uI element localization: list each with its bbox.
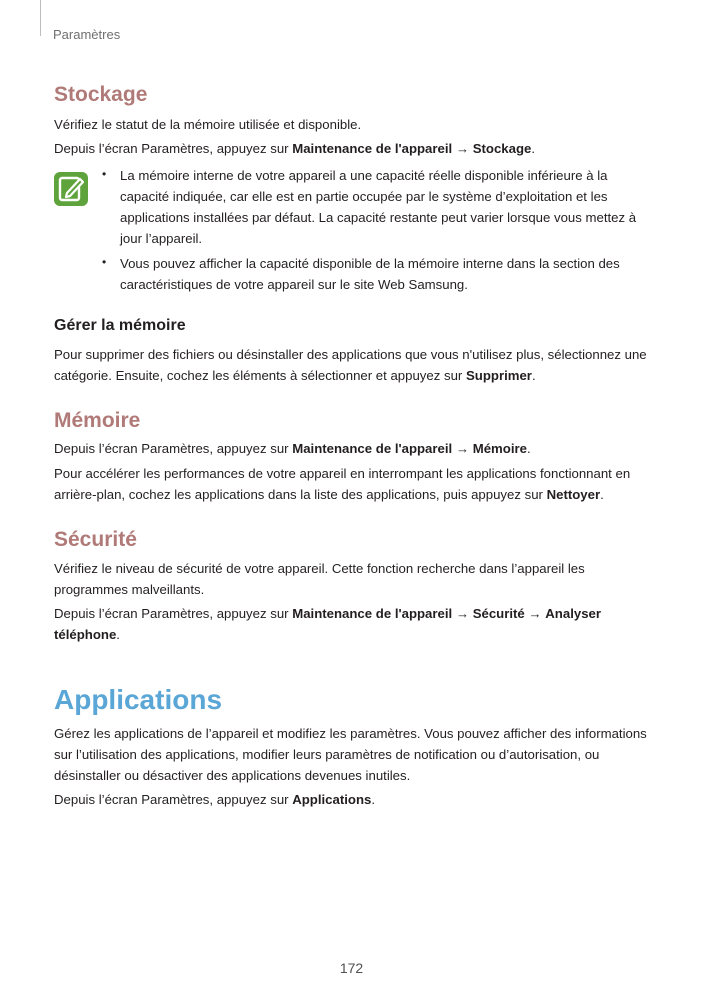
note-item: • La mémoire interne de votre appareil a une capacité réelle disponible inférieure à la capacité indiquée, car elle est en partie occupée par le système d’exploitation et les applications installées par défaut. La capacité restante peut varier lorsque vous mettez à jour l’appareil. [102, 167, 637, 246]
memoire-heading: Mémoire [54, 409, 141, 432]
note-pen-icon [54, 172, 88, 206]
securite-path: Depuis l’écran Paramètres, appuyez sur Maintenance de l'appareil → Sécurité → Analyser téléphone. [54, 606, 601, 642]
stockage-path [54, 138, 654, 159]
stockage-note [54, 165, 654, 295]
applications-heading: Applications [54, 684, 223, 715]
page-content [54, 81, 654, 810]
securite-description: Vérifiez le niveau de sécurité de votre appareil. Cette fonction recherche dans l’appareil les programmes malveillants. [54, 561, 585, 597]
corner-line [40, 0, 41, 36]
stockage-description: Vérifiez le statut de la mémoire utilisée et disponible. [54, 117, 362, 132]
gerer-text: Pour supprimer des fichiers ou désinstaller des applications que vous n'utilisez plus, sélectionnez une catégorie. Ensuite, cochez les éléments à sélectionner et appuyez sur Supprimer. [54, 347, 647, 383]
note-item: • Vous pouvez afficher la capacité disponible de la mémoire interne dans la section des caractéristiques de votre appareil sur le site Web Samsung. [102, 255, 620, 292]
securite-heading: Sécurité [54, 528, 137, 551]
path-arrow: → [452, 141, 473, 156]
gerer-heading: Gérer la mémoire [54, 317, 186, 334]
path-item: Stockage [472, 141, 532, 156]
stockage-heading: Stockage [54, 83, 148, 106]
path-item: Maintenance de l'appareil [292, 141, 453, 156]
path-end: . [531, 141, 536, 156]
page-number: 172 [339, 960, 364, 976]
path-prefix: Depuis l’écran Paramètres, appuyez sur [54, 141, 293, 156]
memoire-path: Depuis l’écran Paramètres, appuyez sur Maintenance de l'appareil → Mémoire. [54, 441, 531, 456]
applications-description: Gérez les applications de l’appareil et modifiez les paramètres. Vous pouvez afficher des informations sur l’utilisation des applications, modifier leurs paramètres de notification ou d’autorisation, ou désinstaller ou désactiver des applications devenues inutiles. [54, 726, 647, 783]
page-header: Paramètres [53, 27, 121, 42]
memoire-text: Pour accélérer les performances de votre appareil en interrompant les applications fonctionnant en arrière-plan, cochez les applications dans la liste des applications, puis appuyez sur Nettoyer. [54, 466, 631, 502]
applications-path: Depuis l’écran Paramètres, appuyez sur Applications. [54, 792, 376, 807]
